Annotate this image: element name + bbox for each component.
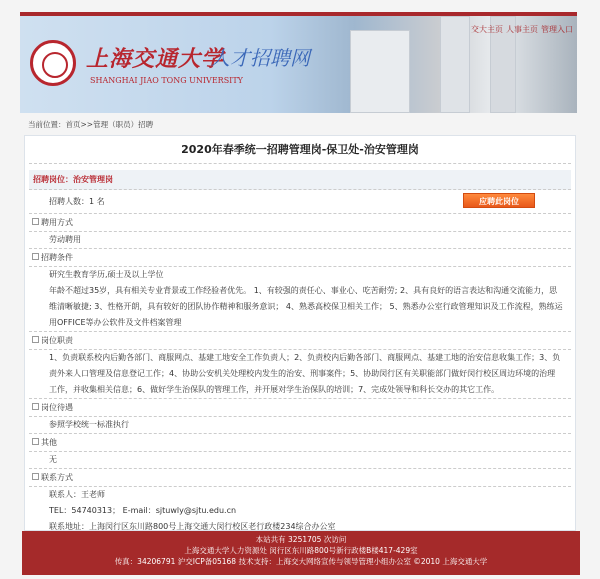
section-header[interactable]: 聘用方式	[29, 214, 571, 232]
link-hr-home[interactable]: 人事主页	[506, 25, 538, 34]
section-header[interactable]: 招聘条件	[29, 249, 571, 267]
recruit-count: 招聘人数：1 名	[49, 197, 105, 206]
section-header[interactable]: 岗位待遇	[29, 399, 571, 417]
section-line: 劳动聘用	[49, 235, 81, 244]
link-admin[interactable]: 管理入口	[541, 25, 573, 34]
logo-title: 上海交通大学	[86, 46, 225, 72]
visit-count: 本站共有 3251705 次访问	[255, 535, 347, 544]
footer-address: 上海交通大学人力资源处 闵行区东川路800号新行政楼B楼417-429室	[184, 546, 418, 555]
link-sjtu-home[interactable]: 交大主页	[471, 25, 503, 34]
footer	[22, 531, 580, 575]
section-body	[29, 350, 571, 399]
section-header[interactable]: 其他	[29, 434, 571, 452]
section-body	[29, 487, 571, 536]
section-line: 研究生教育学历,硕士及以上学位	[49, 270, 164, 279]
section-line: 1、负责联系校内后勤各部门、商服网点、基建工地安全工作负责人；2、负责校内后勤各部门、商服网点、基建工地的治安信息收集工作；3、负责外来人口管理及信息登记工作；4、协助公安机关处理校内发生的治安、刑事案件；5、协助闵行区有关职能部门做好闵行校区周边环境的治理工作，并收集相关信息；6、做好学生治保队的管理工作，并开展对学生治保队的培训；7、完成处领导和科长交办的其它工作。	[49, 353, 561, 394]
section-line: TEL：54740313； E-mail：sjtuwly@sjtu.edu.cn	[49, 506, 237, 515]
section-header[interactable]: 联系方式	[29, 469, 571, 487]
job-detail	[24, 135, 576, 531]
page-title: 2020年春季统一招聘管理岗-保卫处-治安管理岗	[29, 136, 571, 164]
recruit-count-row	[29, 190, 571, 214]
logo-subtitle: 人才招聘网	[210, 46, 310, 70]
section-body	[29, 452, 571, 469]
gate-building	[350, 30, 410, 113]
section-line: 无	[49, 455, 57, 464]
logo-english: SHANGHAI JIAO TONG UNIVERSITY	[90, 76, 243, 85]
section-body	[29, 232, 571, 249]
section-header[interactable]: 岗位职责	[29, 332, 571, 350]
section-line: 联系地址：上海闵行区东川路800号上海交通大闵行校区老行政楼234综合办公室	[49, 522, 336, 531]
breadcrumb: 当前位置：首页>>管理（职员）招聘	[28, 120, 154, 129]
section-line: 参照学校统一标准执行	[49, 420, 129, 429]
section-line: 年龄不超过35岁，具有相关专业背景或工作经验者优先。 1、有较强的责任心、事业心、吃苦耐劳; 2、具有良好的语言表达和沟通交流能力，思维清晰敏捷; 3、性格开朗，具有较好的团队协作精神和服务意识； 4、熟悉高校保卫相关工作； 5、熟悉办公室行政管理知识及工作流程，熟练运用OFFICE等办公软件及文件档案管理	[49, 286, 563, 327]
footer-copyright: 传真：34206791 沪交ICP备05168 技术支持：上海交大网络宣传与领导管理小组办公室 ©2010 上海交通大学	[114, 557, 488, 566]
university-seal-logo	[30, 40, 76, 86]
section-body	[29, 417, 571, 434]
section-line: 联系人：王老师	[49, 490, 105, 499]
position-header: 招聘岗位：治安管理岗	[29, 170, 571, 190]
apply-button[interactable]: 应聘此岗位	[463, 193, 535, 208]
top-links	[468, 24, 573, 35]
section-body	[29, 267, 571, 332]
header-banner	[20, 16, 577, 113]
column	[440, 16, 470, 113]
